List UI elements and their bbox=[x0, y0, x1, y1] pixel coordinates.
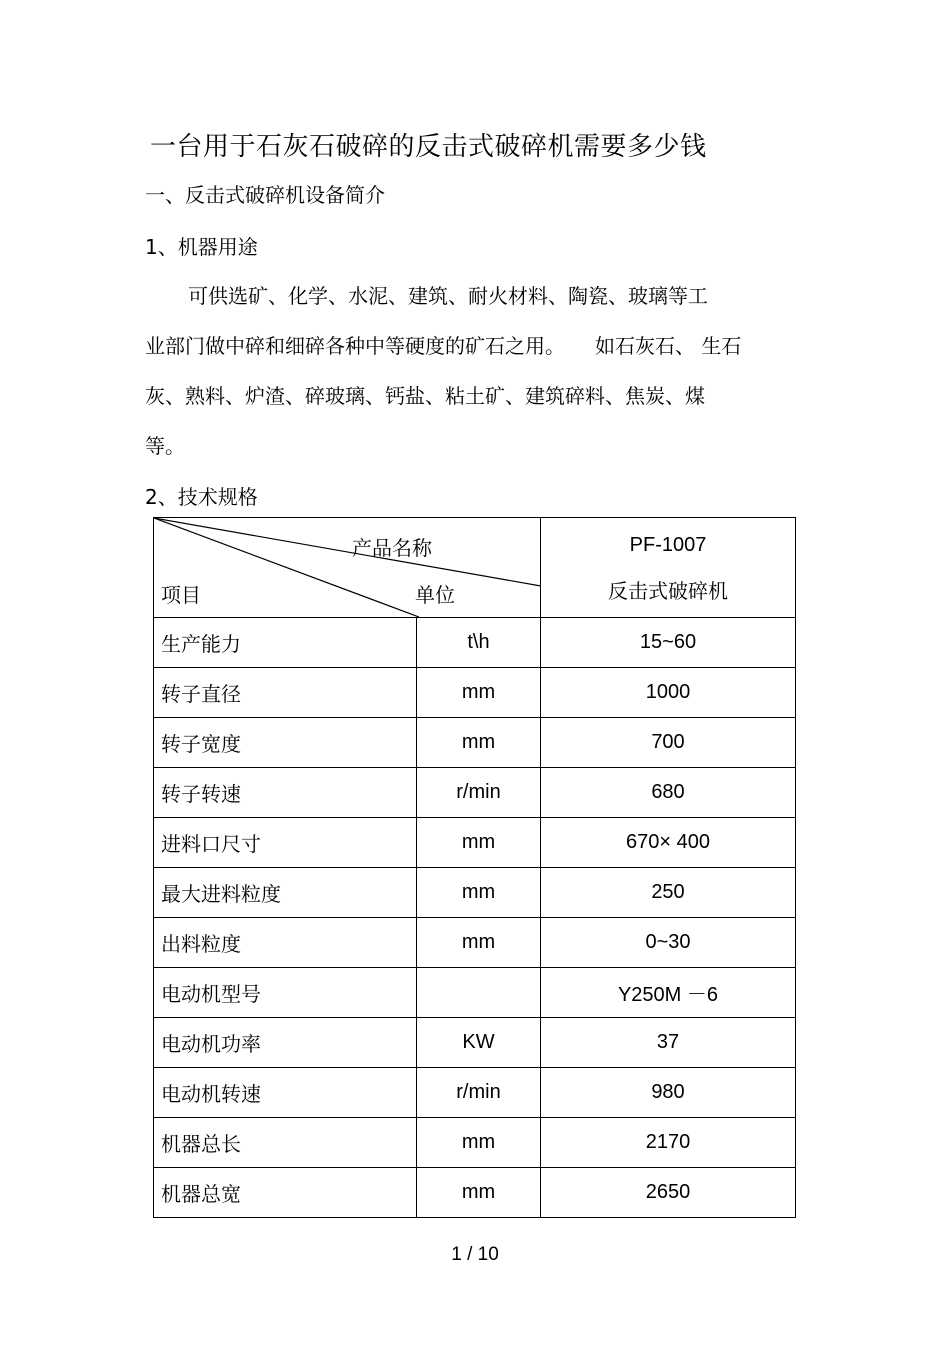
row-name-cell: 电动机转速 bbox=[154, 1068, 417, 1118]
row-value-cell: 15~60 bbox=[541, 618, 796, 668]
spec-table bbox=[153, 517, 796, 1218]
table-row bbox=[154, 918, 796, 968]
row-value-cell: 980 bbox=[541, 1068, 796, 1118]
row-name-cell: 进料口尺寸 bbox=[154, 818, 417, 868]
subsection-heading-specs: 2、技术规格 bbox=[145, 485, 258, 509]
header-unit: 单位 bbox=[415, 583, 455, 607]
table-row bbox=[154, 768, 796, 818]
header-model-cell bbox=[541, 518, 796, 618]
row-name-cell: 转子宽度 bbox=[154, 718, 417, 768]
table-header-row bbox=[154, 518, 796, 618]
row-name-cell: 最大进料粒度 bbox=[154, 868, 417, 918]
page-number: 1 / 10 bbox=[451, 1244, 499, 1265]
header-model: PF-1007 bbox=[629, 533, 707, 556]
row-value-cell: Y250M －6 bbox=[541, 968, 796, 1018]
row-value-cell: 670× 400 bbox=[541, 818, 796, 868]
row-unit-cell: mm bbox=[417, 668, 541, 718]
row-unit-cell bbox=[417, 968, 541, 1018]
paragraph-line-4: 等。 bbox=[145, 434, 185, 458]
row-value-cell: 250 bbox=[541, 868, 796, 918]
row-unit-cell: t\h bbox=[417, 618, 541, 668]
table-row bbox=[154, 718, 796, 768]
section-heading: 一、反击式破碎机设备简介 bbox=[145, 183, 385, 207]
table-row bbox=[154, 1068, 796, 1118]
paragraph-line-3: 灰、熟料、炉渣、碎玻璃、钙盐、粘土矿、建筑碎料、焦炭、煤 bbox=[145, 384, 705, 408]
row-value-cell: 700 bbox=[541, 718, 796, 768]
row-unit-cell: r/min bbox=[417, 1068, 541, 1118]
row-value-cell: 2650 bbox=[541, 1168, 796, 1218]
diagonal-lines bbox=[154, 518, 541, 617]
paragraph-line-2: 业部门做中碎和细碎各种中等硬度的矿石之用。 如石灰石、 生石 bbox=[145, 334, 742, 358]
table-row bbox=[154, 618, 796, 668]
row-unit-cell: mm bbox=[417, 1168, 541, 1218]
subsection-heading-usage: 1、机器用途 bbox=[145, 235, 258, 259]
paragraph-line-1: 可供选矿、化学、水泥、建筑、耐火材料、陶瓷、玻璃等工 bbox=[188, 284, 708, 308]
row-unit-cell: mm bbox=[417, 918, 541, 968]
row-unit-cell: r/min bbox=[417, 768, 541, 818]
row-name-cell: 电动机型号 bbox=[154, 968, 417, 1018]
header-model-type: 反击式破碎机 bbox=[608, 578, 728, 603]
table-row bbox=[154, 668, 796, 718]
row-value-cell: 37 bbox=[541, 1018, 796, 1068]
table-row bbox=[154, 968, 796, 1018]
row-unit-cell: mm bbox=[417, 1118, 541, 1168]
row-value-cell: 2170 bbox=[541, 1118, 796, 1168]
row-name-cell: 出料粒度 bbox=[154, 918, 417, 968]
table-row bbox=[154, 1118, 796, 1168]
table-row bbox=[154, 1018, 796, 1068]
table-row bbox=[154, 1168, 796, 1218]
row-value-cell: 680 bbox=[541, 768, 796, 818]
table-row bbox=[154, 818, 796, 868]
row-name-cell: 机器总宽 bbox=[154, 1168, 417, 1218]
row-value-cell: 1000 bbox=[541, 668, 796, 718]
table-row bbox=[154, 868, 796, 918]
row-unit-cell: mm bbox=[417, 868, 541, 918]
row-unit-cell: mm bbox=[417, 718, 541, 768]
document-title: 一台用于石灰石破碎的反击式破碎机需要多少钱 bbox=[150, 132, 707, 162]
row-name-cell: 电动机功率 bbox=[154, 1018, 417, 1068]
diagonal-header-cell bbox=[154, 518, 541, 618]
header-product-name: 产品名称 bbox=[352, 536, 432, 560]
row-unit-cell: mm bbox=[417, 818, 541, 868]
header-item: 项目 bbox=[161, 583, 201, 607]
row-name-cell: 机器总长 bbox=[154, 1118, 417, 1168]
row-name-cell: 转子直径 bbox=[154, 668, 417, 718]
row-name-cell: 生产能力 bbox=[154, 618, 417, 668]
row-unit-cell: KW bbox=[417, 1018, 541, 1068]
row-value-cell: 0~30 bbox=[541, 918, 796, 968]
row-name-cell: 转子转速 bbox=[154, 768, 417, 818]
